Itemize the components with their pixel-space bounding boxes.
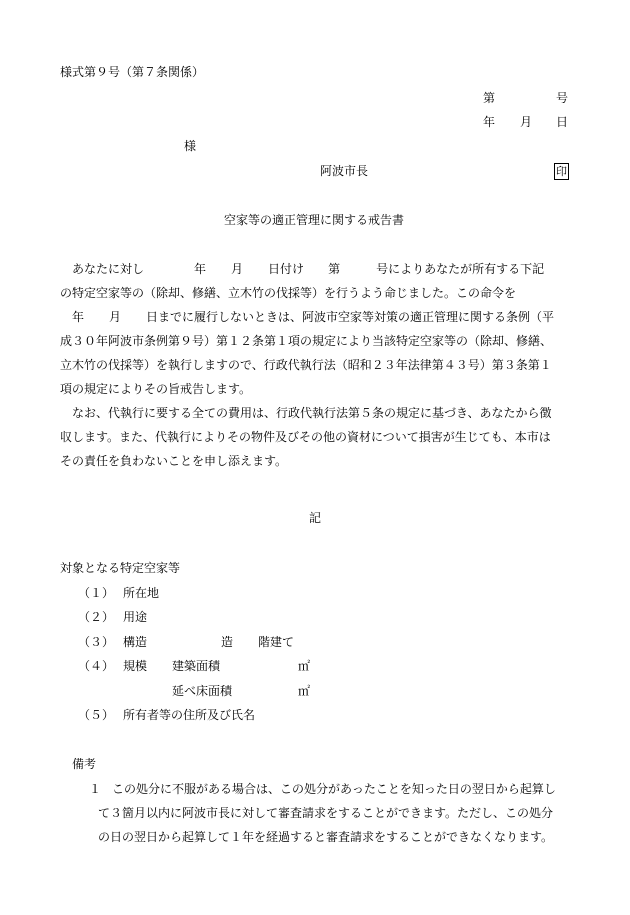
body-line: その責任を負わないことを申し添えます。 — [60, 454, 288, 468]
item-number: （３） — [78, 635, 115, 649]
item-number: （１） — [78, 586, 115, 600]
form-number: 様式第９号（第７条関係） — [60, 65, 205, 79]
building-area-unit: ㎡ — [298, 659, 311, 673]
sender-name: 阿波市長 — [320, 164, 369, 178]
item-label: 用途 — [123, 610, 148, 624]
body-text-part: 第 — [328, 262, 341, 276]
doc-number-prefix: 第 — [483, 91, 496, 105]
body-line: 収します。また、代執行によりその物件及びその他の資材について損害が生じても、本市は — [60, 430, 551, 444]
addressee-suffix: 様 — [184, 139, 197, 153]
body-text-part: 月 — [109, 310, 122, 324]
item-number: （２） — [78, 610, 115, 624]
floor-area-label: 延べ床面積 — [172, 684, 233, 698]
item-label: 規模 — [123, 659, 148, 673]
body-line: の特定空家等の（除却、修繕、立木竹の伐採等）を行うよう命じました。この命令を — [60, 286, 517, 300]
floor-area-unit: ㎡ — [298, 684, 311, 698]
body-text-part: あなたに対し — [72, 262, 145, 276]
body-line: 立木竹の伐採等）を執行しますので、行政代執行法（昭和２３年法律第４３号）第３条第１ — [60, 358, 552, 372]
body-text-part: 年 — [194, 262, 207, 276]
body-text — [60, 257, 572, 473]
body-line: 成３０年阿波市条例第９号）第１２条第１項の規定により当該特定空家等の（除却、修繕、 — [60, 334, 553, 348]
ki-heading: 記 — [309, 511, 322, 525]
note-text — [112, 777, 572, 801]
body-line — [60, 257, 572, 281]
body-text-part: 月 — [231, 262, 244, 276]
body-line: 項の規定によりその旨戒告します。 — [60, 382, 252, 396]
body-text-part: なお、代執行に要する全ての費用は、行政代執行法第５条の規定に基づき、あなたから徴 — [72, 406, 552, 420]
body-text-part: 日付け — [268, 262, 305, 276]
date-day: 日 — [556, 115, 569, 129]
date-month: 月 — [520, 115, 533, 129]
doc-number-suffix: 号 — [556, 91, 569, 105]
body-text-part: 号によりあなたが所有する下記 — [376, 262, 545, 276]
body-text-part: 年 — [72, 310, 85, 324]
note-number: １ — [89, 782, 102, 796]
note-line: この処分に不服がある場合は、この処分があったことを知った日の翌日から起算し — [112, 782, 556, 796]
note-text-continued — [98, 801, 572, 849]
item-label: 所在地 — [123, 586, 160, 600]
item-number: （５） — [78, 708, 115, 722]
item-label: 構造 — [123, 635, 148, 649]
date-year: 年 — [483, 115, 496, 129]
body-line — [60, 305, 572, 329]
structure-type: 造 — [221, 635, 234, 649]
item-number: （４） — [78, 659, 115, 673]
item-label: 所有者等の住所及び氏名 — [123, 708, 256, 722]
target-heading: 対象となる特定空家等 — [60, 561, 181, 575]
note-line: て３箇月以内に阿波市長に対して審査請求をすることができます。ただし、この処分 — [98, 806, 554, 820]
body-text-part: 日までに履行しないときは、阿波市空家等対策の適正管理に関する条例（平 — [146, 310, 555, 324]
document-title: 空家等の適正管理に関する戒告書 — [224, 213, 405, 227]
structure-floors: 階建て — [258, 635, 295, 649]
building-area-label: 建築面積 — [172, 659, 221, 673]
note-line: の日の翌日から起算して１年を経過すると審査請求をすることができなくなります。 — [98, 830, 554, 844]
notes-heading: 備考 — [72, 757, 97, 771]
seal-mark: 印 — [556, 165, 567, 178]
body-line — [60, 401, 572, 425]
